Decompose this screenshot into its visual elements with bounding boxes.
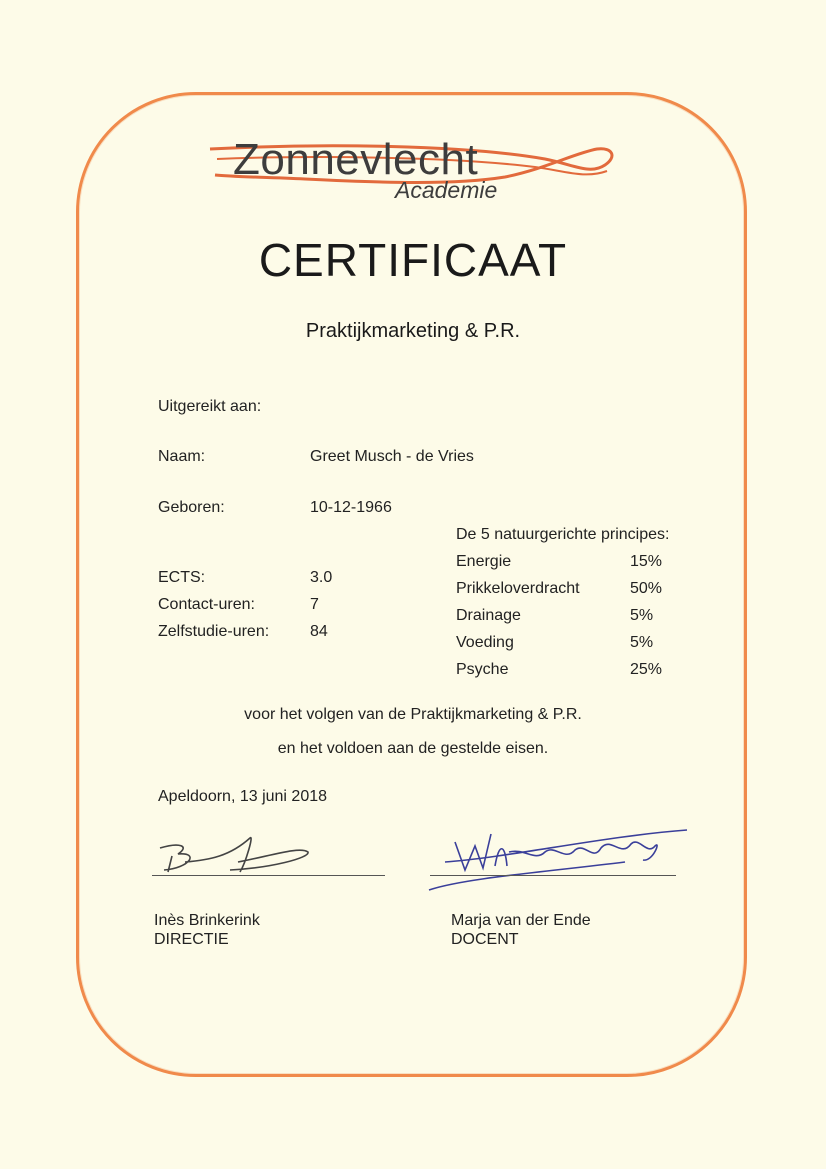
principle-value: 25%: [630, 661, 663, 678]
teacher-name: Marja van der Ende: [451, 912, 591, 929]
statement-line-2: en het voldoen aan de gestelde eisen.: [277, 740, 549, 757]
logo-wordmark: Zonnevlecht: [233, 135, 479, 184]
name-value: Greet Musch - de Vries: [310, 448, 474, 465]
principle-value: 15%: [630, 553, 663, 570]
contact-hours-label: Contact-uren:: [158, 596, 255, 613]
principle-value: 50%: [630, 580, 663, 597]
issued-label: Uitgereikt aan:: [158, 398, 262, 415]
principle-label: Psyche: [456, 661, 509, 678]
director-name: Inès Brinkerink: [154, 912, 260, 929]
place-date: Apeldoorn, 13 juni 2018: [158, 788, 328, 805]
certificate-title: CERTIFICAAT: [258, 234, 568, 286]
teacher-signature-line: [430, 875, 676, 876]
principle-label: Prikkeloverdracht: [456, 580, 580, 597]
name-label: Naam:: [158, 448, 206, 465]
director-role: DIRECTIE: [154, 931, 229, 948]
contact-hours-value: 7: [310, 596, 319, 613]
logo-subtitle: Academie: [395, 177, 498, 203]
course-name: Praktijkmarketing & P.R.: [305, 320, 521, 342]
self-study-value: 84: [310, 623, 328, 640]
principle-label: Drainage: [456, 607, 521, 624]
teacher-role: DOCENT: [451, 931, 519, 948]
statement-line-1: voor het volgen van de Praktijkmarketing & P.R.: [244, 706, 582, 723]
principles-heading: De 5 natuurgerichte principes:: [456, 526, 670, 543]
director-signature-line: [152, 875, 385, 876]
self-study-label: Zelfstudie-uren:: [158, 623, 270, 640]
ects-label: ECTS:: [158, 569, 206, 586]
principle-value: 5%: [630, 607, 654, 624]
principle-label: Energie: [456, 553, 512, 570]
principle-value: 5%: [630, 634, 654, 651]
ects-value: 3.0: [310, 569, 333, 586]
teacher-signature: [425, 822, 695, 892]
academy-logo: [205, 135, 625, 210]
born-value: 10-12-1966: [310, 499, 392, 516]
born-label: Geboren:: [158, 499, 225, 516]
principle-label: Voeding: [456, 634, 514, 651]
